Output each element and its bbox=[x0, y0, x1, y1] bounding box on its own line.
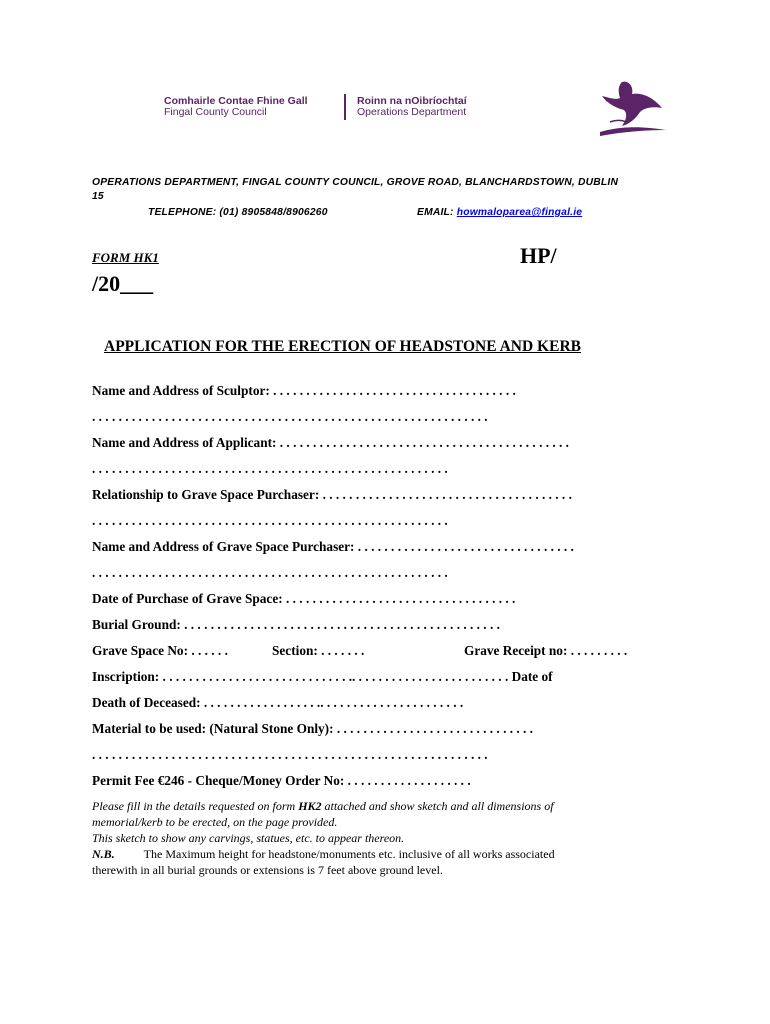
purchaser-field-cont[interactable]: . . . . . . . . . . . . . . . . . . . . . . . . . . . . . . . . . . . . . . . . . . . . . . . . . . . . . . bbox=[92, 565, 448, 580]
note-line-2-text: memorial/kerb to be erected, on the page provided. bbox=[92, 815, 338, 829]
section-field[interactable]: Section: . . . . . . . bbox=[272, 643, 365, 658]
reference-year: /20___ bbox=[92, 271, 154, 296]
inscription-field[interactable]: Inscription: . . . . . . . . . . . . . . . . . . . . . . . . . . . . .. . . . . . . . . . . . . . . . . . . . . . . . Date of bbox=[92, 669, 553, 684]
email-label: EMAIL: bbox=[417, 207, 457, 218]
nb-line bbox=[92, 846, 555, 863]
bird-logo-icon bbox=[596, 78, 670, 144]
note-line-1 bbox=[92, 798, 554, 815]
telephone: TELEPHONE: (01) 8905848/8906260 bbox=[148, 207, 328, 218]
applicant-field-cont[interactable]: . . . . . . . . . . . . . . . . . . . . . . . . . . . . . . . . . . . . . . . . . . . . . . . . . . . . . . bbox=[92, 461, 448, 476]
address-line-2: 15 bbox=[92, 191, 104, 202]
note-line-2 bbox=[92, 814, 337, 831]
relationship-field-cont[interactable]: . . . . . . . . . . . . . . . . . . . . . . . . . . . . . . . . . . . . . . . . . . . . . . . . . . . . . . bbox=[92, 513, 448, 528]
permit-fee-field[interactable]: Permit Fee €246 - Cheque/Money Order No: . . . . . . . . . . . . . . . . . . . bbox=[92, 773, 471, 788]
death-date-field[interactable]: Death of Deceased: . . . . . . . . . . . . . . . . . .. . . . . . . . . . . . . . . . . . . . . . bbox=[92, 695, 464, 710]
material-field[interactable]: Material to be used: (Natural Stone Only): . . . . . . . . . . . . . . . . . . . . . . . . . . . . . . bbox=[92, 721, 533, 736]
grave-receipt-field[interactable]: Grave Receipt no: . . . . . . . . . bbox=[464, 643, 628, 658]
nb-label: N.B. bbox=[92, 847, 115, 861]
applicant-field[interactable]: Name and Address of Applicant: . . . . . . . . . . . . . . . . . . . . . . . . . . . . . . . . . . . . . . . . . . . . bbox=[92, 435, 569, 450]
note-line-1-post: attached and show sketch and all dimensions of bbox=[321, 799, 554, 813]
council-name-irish: Comhairle Contae Fhine Gall bbox=[164, 95, 308, 107]
note-line-1-form: HK2 bbox=[298, 799, 322, 813]
nb-line-2: therewith in all burial grounds or extensions is 7 feet above ground level. bbox=[92, 863, 443, 877]
email-link[interactable]: howmaloparea@fingal.ie bbox=[456, 207, 583, 218]
form-id: FORM HK1 bbox=[92, 250, 159, 265]
reference-prefix: HP/ bbox=[520, 243, 557, 268]
sculptor-field-cont[interactable]: . . . . . . . . . . . . . . . . . . . . . . . . . . . . . . . . . . . . . . . . . . . . . . . . . . . . . . . . . . . . bbox=[92, 409, 488, 424]
note-line-3 bbox=[92, 830, 404, 847]
nb-text: The Maximum height for headstone/monuments etc. inclusive of all works associated bbox=[143, 847, 555, 861]
purchase-date-field[interactable]: Date of Purchase of Grave Space: . . . . . . . . . . . . . . . . . . . . . . . . . . . . . . . . . . . bbox=[92, 591, 516, 606]
relationship-field[interactable]: Relationship to Grave Space Purchaser: . . . . . . . . . . . . . . . . . . . . . . . . . . . . . . . . . . . . . . bbox=[92, 487, 572, 502]
form-title: APPLICATION FOR THE ERECTION OF HEADSTONE AND KERB bbox=[104, 338, 581, 355]
purchaser-field[interactable]: Name and Address of Grave Space Purchaser: . . . . . . . . . . . . . . . . . . . . . . . . . . . . . . . . . bbox=[92, 539, 574, 554]
dept-name-english: Operations Department bbox=[357, 106, 467, 118]
logo-divider bbox=[344, 94, 346, 120]
burial-ground-field[interactable]: Burial Ground: . . . . . . . . . . . . . . . . . . . . . . . . . . . . . . . . . . . . . . . . . . . . . . . . bbox=[92, 617, 500, 632]
note-line-3-text: This sketch to show any carvings, statues, etc. to appear thereon. bbox=[92, 831, 405, 845]
material-field-cont[interactable]: . . . . . . . . . . . . . . . . . . . . . . . . . . . . . . . . . . . . . . . . . . . . . . . . . . . . . . . . . . . . bbox=[92, 747, 488, 762]
council-name-english: Fingal County Council bbox=[164, 106, 267, 118]
dept-name-irish: Roinn na nOibríochtaí bbox=[357, 95, 467, 107]
address-line-1: OPERATIONS DEPARTMENT, FINGAL COUNTY COUNCIL, GROVE ROAD, BLANCHARDSTOWN, DUBLIN bbox=[92, 177, 619, 188]
email-row bbox=[417, 207, 582, 218]
note-line-1-pre: Please fill in the details requested on form bbox=[92, 799, 299, 813]
grave-space-no-field[interactable]: Grave Space No: . . . . . . bbox=[92, 643, 228, 658]
sculptor-field[interactable]: Name and Address of Sculptor: . . . . . . . . . . . . . . . . . . . . . . . . . . . . . . . . . . . . . bbox=[92, 383, 516, 398]
